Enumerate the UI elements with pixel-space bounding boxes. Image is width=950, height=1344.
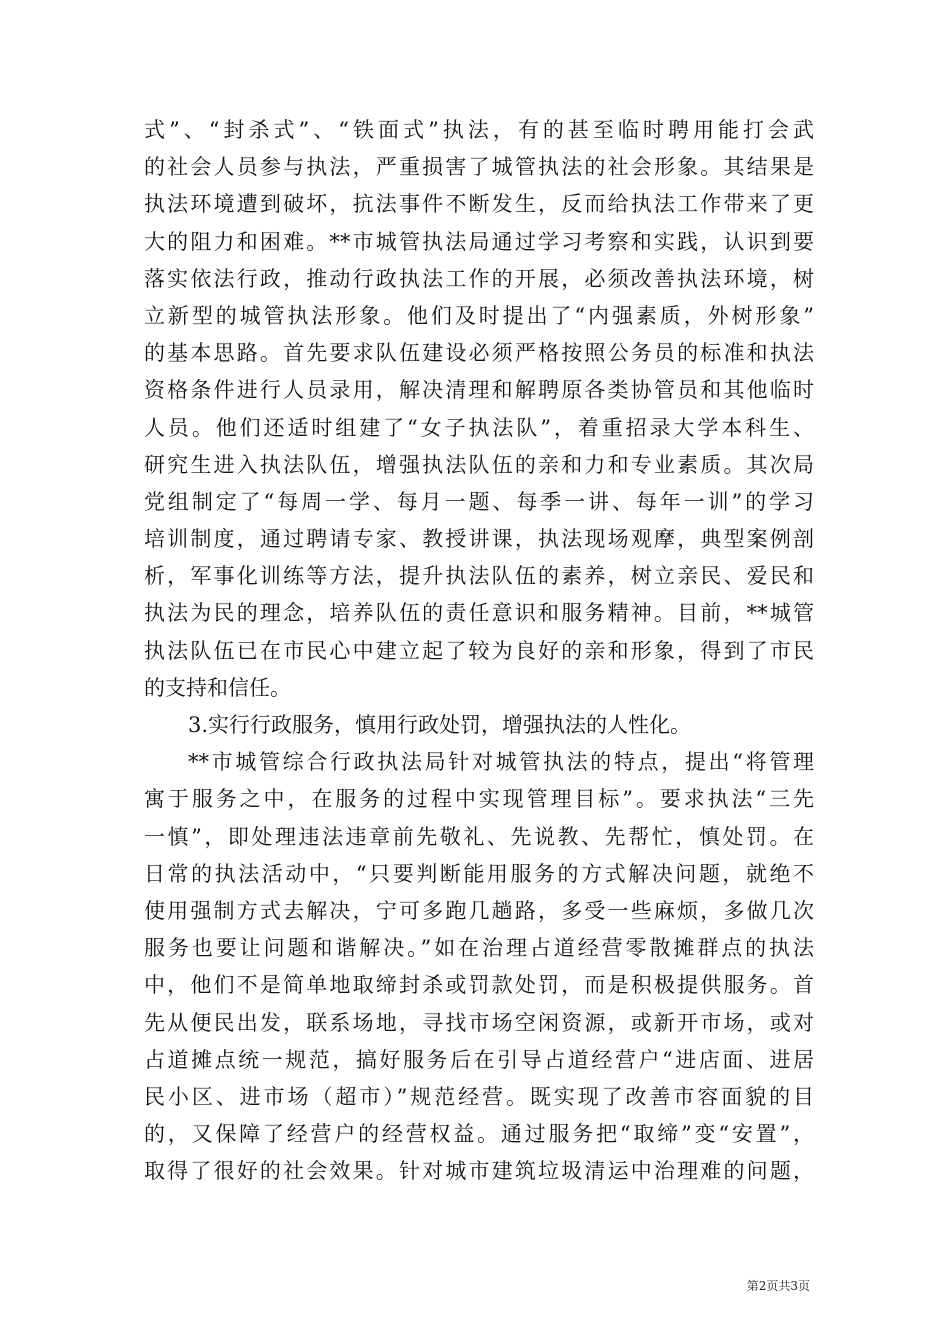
text-line: **市城管综合行政执法局针对城管执法的特点，提出“将管理 — [188, 750, 814, 775]
text-line: 的社会人员参与执法，严重损害了城管执法的社会形象。其结果是 — [144, 155, 814, 180]
section-heading: 3.实行行政服务，慎用行政处罚，增强执法的人性化。 — [188, 713, 692, 737]
text-line: 落实依法行政，推动行政执法工作的开展，必须改善执法环境，树 — [144, 266, 814, 291]
text-line: 取得了很好的社会效果。针对城市建筑垃圾清运中治理难的问题， — [144, 1159, 814, 1184]
text-line: 中，他们不是简单地取缔封杀或罚款处罚，而是积极提供服务。首 — [144, 973, 814, 998]
text-line: 先从便民出发，联系场地，寻找市场空闲资源，或新开市场，或对 — [144, 1010, 814, 1035]
text-line: 寓于服务之中，在服务的过程中实现管理目标”。要求执法“三先 — [144, 787, 814, 812]
text-line: 党组制定了“每周一学、每月一题、每季一讲、每年一训”的学习 — [144, 489, 814, 514]
text-line: 的支持和信任。 — [144, 675, 291, 700]
text-line: 研究生进入执法队伍，增强执法队伍的亲和力和专业素质。其次局 — [144, 452, 814, 477]
text-line: 人员。他们还适时组建了“女子执法队”，着重招录大学本科生、 — [144, 415, 814, 440]
text-line: 执法队伍已在市民心中建立起了较为良好的亲和形象，得到了市民 — [144, 638, 814, 663]
text-line: 执法为民的理念，培养队伍的责任意识和服务精神。目前，**城管 — [144, 601, 814, 626]
text-line: 日常的执法活动中，“只要判断能用服务的方式解决问题，就绝不 — [144, 861, 814, 886]
text-line: 析，军事化训练等方法，提升执法队伍的素养，树立亲民、爱民和 — [144, 564, 814, 589]
text-line: 民小区、进市场（超市）”规范经营。既实现了改善市容面貌的目 — [144, 1084, 814, 1109]
text-line: 使用强制方式去解决，宁可多跑几趟路，多受一些麻烦，多做几次 — [144, 898, 814, 923]
text-line: 立新型的城管执法形象。他们及时提出了“内强素质，外树形象” — [144, 303, 814, 328]
text-line: 的基本思路。首先要求队伍建设必须严格按照公务员的标准和执法 — [144, 341, 814, 366]
text-line: 执法环境遭到破坏，抗法事件不断发生，反而给执法工作带来了更 — [144, 192, 814, 217]
text-line: 占道摊点统一规范，搞好服务后在引导占道经营户“进店面、进居 — [144, 1047, 814, 1072]
text-line: 的，又保障了经营户的经营权益。通过服务把“取缔”变“安置”， — [144, 1122, 814, 1147]
text-line: 式”、“封杀式”、“铁面式”执法，有的甚至临时聘用能打会武 — [144, 118, 814, 142]
body-text — [144, 112, 814, 1190]
text-line: 培训制度，通过聘请专家、教授讲课，执法现场观摩，典型案例剖 — [144, 527, 814, 552]
text-line: 资格条件进行人员录用，解决清理和解聘原各类协管员和其他临时 — [144, 378, 814, 403]
text-line: 大的阻力和困难。**市城管执法局通过学习考察和实践，认识到要 — [144, 229, 814, 254]
text-line: 一慎”，即处理违法违章前先敬礼、先说教、先帮忙，慎处罚。在 — [144, 824, 814, 849]
page-number: 第2页共3页 — [746, 1279, 810, 1293]
text-line: 服务也要让问题和谐解决。”如在治理占道经营零散摊群点的执法 — [144, 936, 814, 961]
